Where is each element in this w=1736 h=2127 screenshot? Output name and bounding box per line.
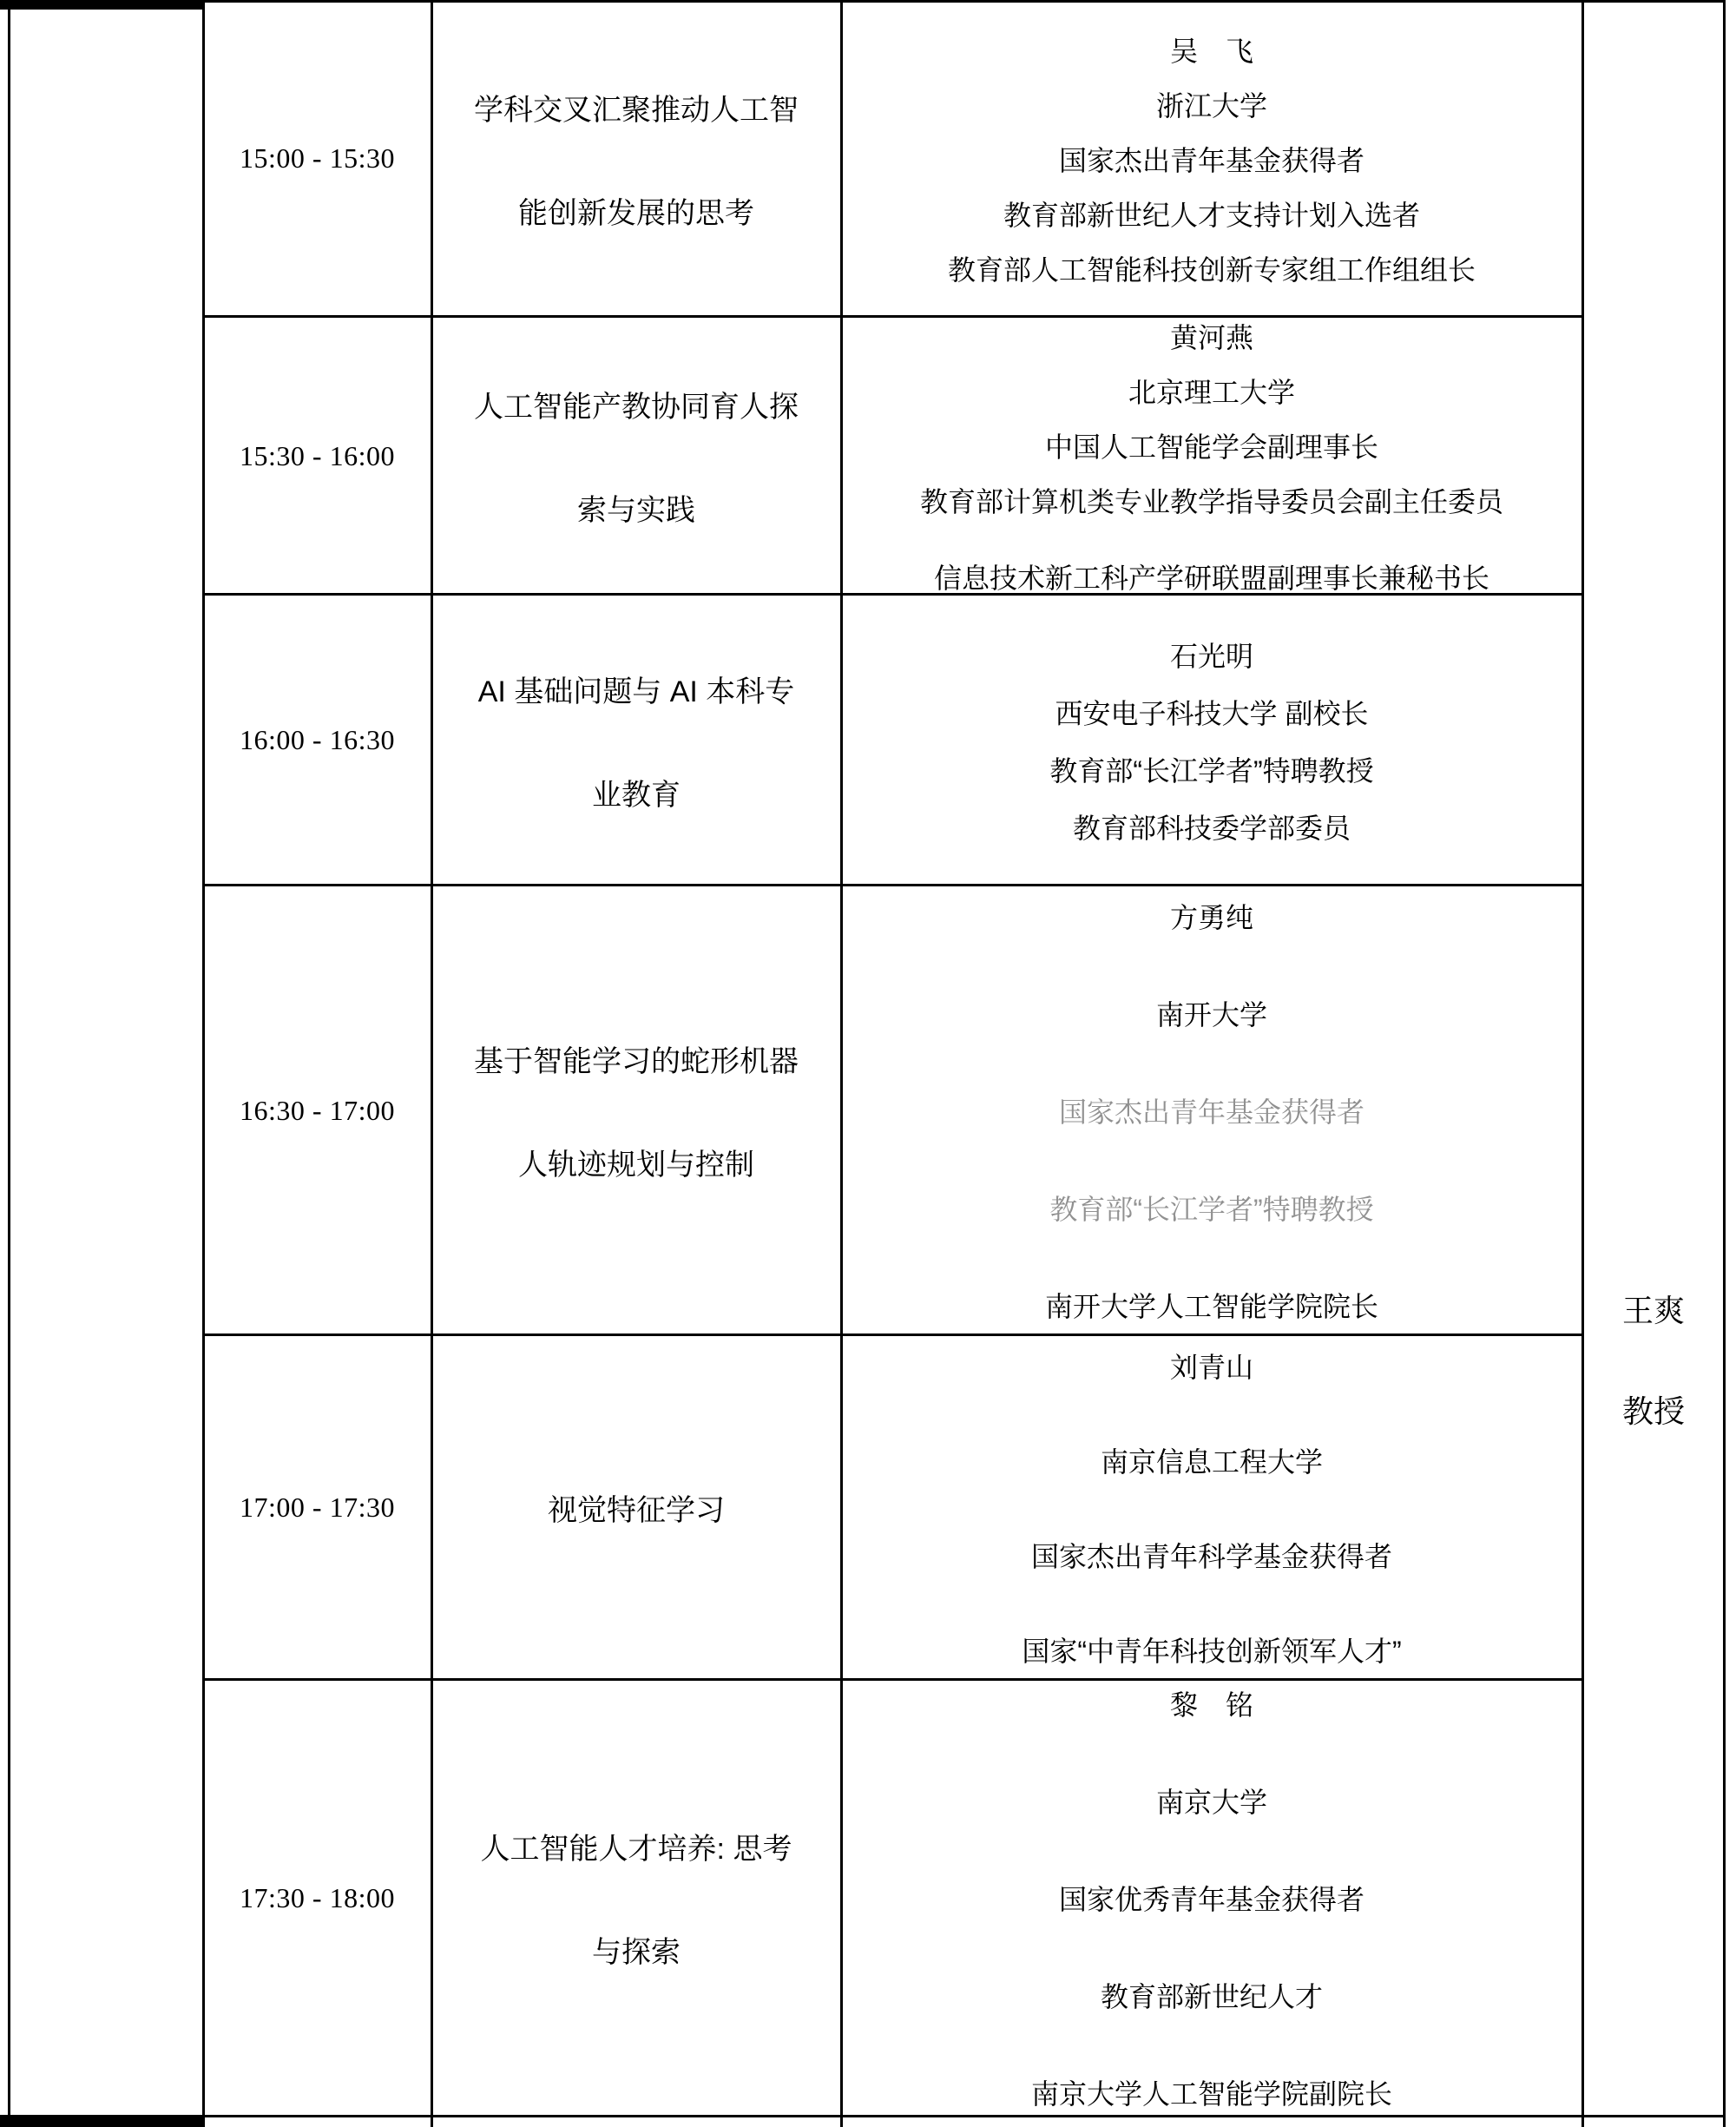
session-chair-title: 教授 [1621, 1393, 1685, 1429]
time-label: 15:30 - 16:00 [240, 439, 395, 471]
talk-title-line: 学科交叉汇聚推动人工智 [474, 93, 799, 127]
time-cell-row5 [204, 1335, 431, 1680]
talk-title-line: 能创新发展的思考 [518, 196, 754, 230]
speaker-cell-row4 [842, 886, 1581, 1335]
talk-title-line: 与探索 [592, 1936, 681, 1969]
speaker-cell-row3 [842, 595, 1581, 886]
speaker-name: 方勇纯 [1169, 902, 1253, 933]
speaker-affiliation: 南京信息工程大学 [1100, 1446, 1323, 1478]
talk-title-line: 索与实践 [577, 494, 695, 527]
talk-title-line: 人工智能人才培养: 思考 [480, 1833, 792, 1866]
talk-title-cell-row4 [432, 886, 840, 1335]
speaker-honor: 教育部计算机类专业教学指导委员会副主任委员 [919, 485, 1503, 517]
speaker-honor: 南京大学人工智能学院副院长 [1030, 2078, 1392, 2110]
talk-title-line: 业教育 [592, 778, 681, 812]
speaker-name: 刘青山 [1169, 1352, 1253, 1383]
speaker-cell-row1 [842, 0, 1581, 317]
speaker-honor: 教育部新世纪人才支持计划入选者 [1003, 199, 1420, 231]
grid-vline-left-edge [8, 0, 10, 2127]
speaker-affiliation: 北京理工大学 [1128, 376, 1295, 408]
talk-title-cell-row6 [432, 1680, 840, 2116]
talk-title-cell-row5 [432, 1335, 840, 1680]
speaker-honor: 教育部新世纪人才 [1100, 1981, 1323, 2012]
time-cell-row2 [204, 317, 431, 595]
speaker-honor: 国家优秀青年基金获得者 [1058, 1884, 1364, 1915]
speaker-honor: 国家杰出青年基金获得者 [1058, 144, 1364, 176]
talk-title-cell-row1 [432, 0, 840, 317]
speaker-affiliation: 南开大学 [1155, 999, 1267, 1031]
time-label: 15:00 - 15:30 [240, 142, 395, 174]
speaker-honor: 国家杰出青年基金获得者 [1058, 1096, 1364, 1128]
talk-title-line: 视觉特征学习 [548, 1494, 725, 1527]
speaker-name: 黄河燕 [1169, 321, 1253, 353]
grid-vline-speaker-col [1581, 0, 1584, 2127]
talk-title-cell-row2 [432, 317, 840, 595]
speaker-affiliation: 西安电子科技大学 副校长 [1055, 697, 1369, 729]
speaker-affiliation: 南京大学 [1155, 1787, 1267, 1818]
speaker-honor: 南开大学人工智能学院院长 [1044, 1291, 1378, 1322]
grid-vline-right-edge [1723, 0, 1726, 2127]
time-label: 16:00 - 16:30 [240, 724, 395, 755]
time-label: 16:30 - 17:00 [240, 1094, 395, 1126]
time-label: 17:00 - 17:30 [240, 1492, 395, 1523]
top-thick-border [0, 0, 203, 10]
speaker-name: 黎 铭 [1169, 1689, 1253, 1721]
speaker-cell-row6 [842, 1680, 1581, 2116]
time-cell-row6 [204, 1680, 431, 2116]
speaker-honor: 信息技术新工科产学研联盟副理事长兼秘书长 [933, 562, 1489, 594]
speaker-cell-row5 [842, 1335, 1581, 1680]
time-cell-row1 [204, 0, 431, 317]
speaker-name: 吴 飞 [1169, 35, 1253, 67]
speaker-honor: 教育部“长江学者”特聘教授 [1049, 1194, 1374, 1225]
session-chair-name: 王爽 [1621, 1293, 1685, 1328]
talk-title-line: 人轨迹规划与控制 [518, 1149, 754, 1182]
talk-title-line: 基于智能学习的蛇形机器 [474, 1045, 799, 1078]
bottom-thick-border [0, 2115, 203, 2127]
speaker-honor: 国家“中青年科技创新领军人才” [1022, 1636, 1402, 1667]
talk-title-cell-row3 [432, 595, 840, 886]
time-cell-row3 [204, 595, 431, 886]
speaker-honor: 国家杰出青年科学基金获得者 [1030, 1541, 1392, 1572]
speaker-honor: 教育部科技委学部委员 [1072, 812, 1351, 844]
speaker-name: 石光明 [1169, 640, 1253, 672]
speaker-cell-row2 [842, 317, 1581, 595]
speaker-honor: 中国人工智能学会副理事长 [1044, 431, 1378, 463]
talk-title-line: 人工智能产教协同育人探 [474, 391, 799, 424]
talk-title-line: AI 基础问题与 AI 本科专 [477, 675, 795, 708]
time-label: 17:30 - 18:00 [240, 1881, 395, 1913]
speaker-affiliation: 浙江大学 [1155, 89, 1267, 122]
speaker-honor: 教育部人工智能科技创新专家组工作组组长 [947, 254, 1476, 286]
speaker-honor: 教育部“长江学者”特聘教授 [1049, 754, 1374, 787]
time-cell-row4 [204, 886, 431, 1335]
